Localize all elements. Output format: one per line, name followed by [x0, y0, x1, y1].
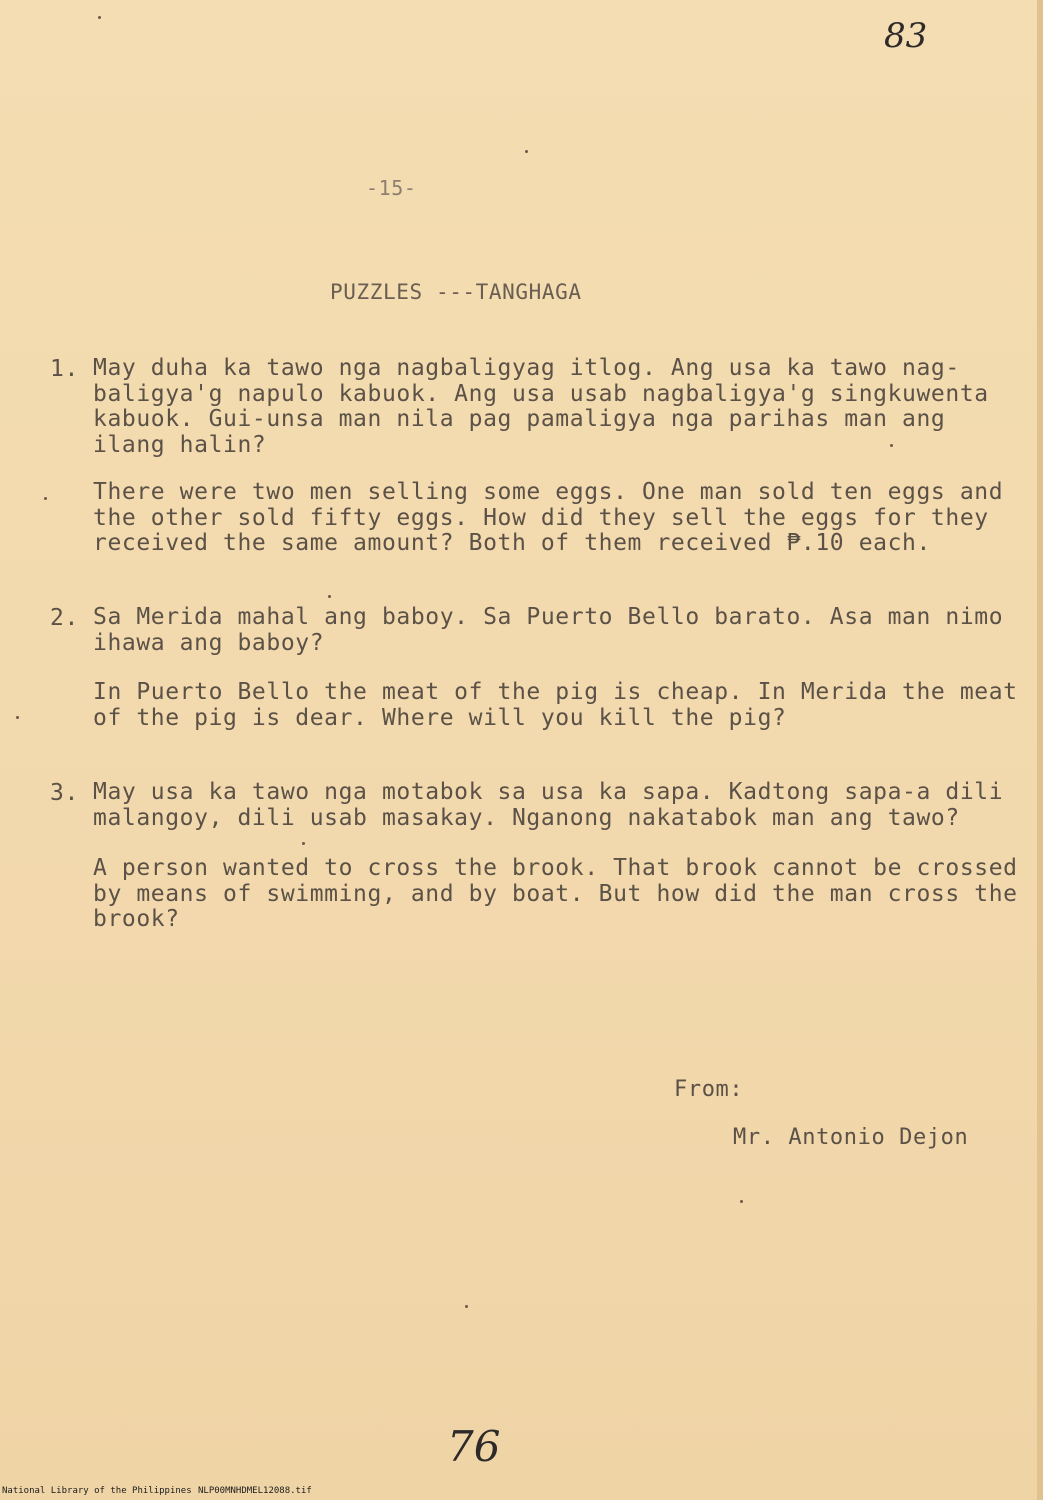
- puzzle-3-english: A person wanted to cross the brook. That brook cannot be crossed by means of swimming, and by boat. But how did the man cross the brook?: [93, 855, 1018, 932]
- puzzle-2-english: In Puerto Bello the meat of the pig is cheap. In Merida the meat of the pig is dear. Where will you kill the pig?: [93, 679, 1018, 731]
- footer-filename: NLP00MNHDMEL12088.tif: [198, 1486, 312, 1496]
- puzzle-3-number: 3.: [50, 780, 79, 806]
- paper-speck: [465, 1305, 468, 1308]
- puzzle-1-english: There were two men selling some eggs. One man sold ten eggs and the other sold fifty eggs. How did they sell the eggs for they received the same amount? Both of them received ₱.10 each.: [93, 479, 1004, 556]
- puzzle-2-number: 2.: [50, 605, 79, 631]
- paper-speck: [98, 16, 101, 19]
- paper-speck: [328, 595, 331, 598]
- paper-speck: [302, 842, 305, 845]
- page-title: PUZZLES ---TANGHAGA: [330, 280, 582, 304]
- paper-speck: [890, 444, 893, 447]
- author-name: Mr. Antonio Dejon: [733, 1125, 969, 1150]
- from-label: From:: [674, 1077, 744, 1102]
- paper-speck: [44, 497, 47, 500]
- paper-speck: [525, 150, 528, 153]
- footer-library: National Library of the Philippines: [2, 1486, 192, 1496]
- handwritten-folio-number: 76: [447, 1422, 501, 1471]
- puzzle-3-cebuano: May usa ka tawo nga motabok sa usa ka sapa. Kadtong sapa-a dili malangoy, dili usab masakay. Nganong nakatabok man ang tawo?: [93, 779, 1004, 831]
- page-mark: -15-: [366, 176, 417, 200]
- handwritten-page-number: 83: [884, 16, 928, 56]
- puzzle-1-cebuano: May duha ka tawo nga nagbaligyag itlog. Ang usa ka tawo nag- baligya'g napulo kabuok. Ang usa usab nagbaligya'g singkuwenta kabuok. Gui-unsa man nila pag pamaligya nga parihas man ang ilang halin?: [93, 355, 989, 458]
- page-edge: [1037, 0, 1043, 1500]
- paper-speck: [740, 1200, 743, 1203]
- puzzle-2-cebuano: Sa Merida mahal ang baboy. Sa Puerto Bello barato. Asa man nimo ihawa ang baboy?: [93, 604, 1004, 656]
- paper-speck: [16, 716, 19, 719]
- puzzle-1-number: 1.: [50, 356, 79, 382]
